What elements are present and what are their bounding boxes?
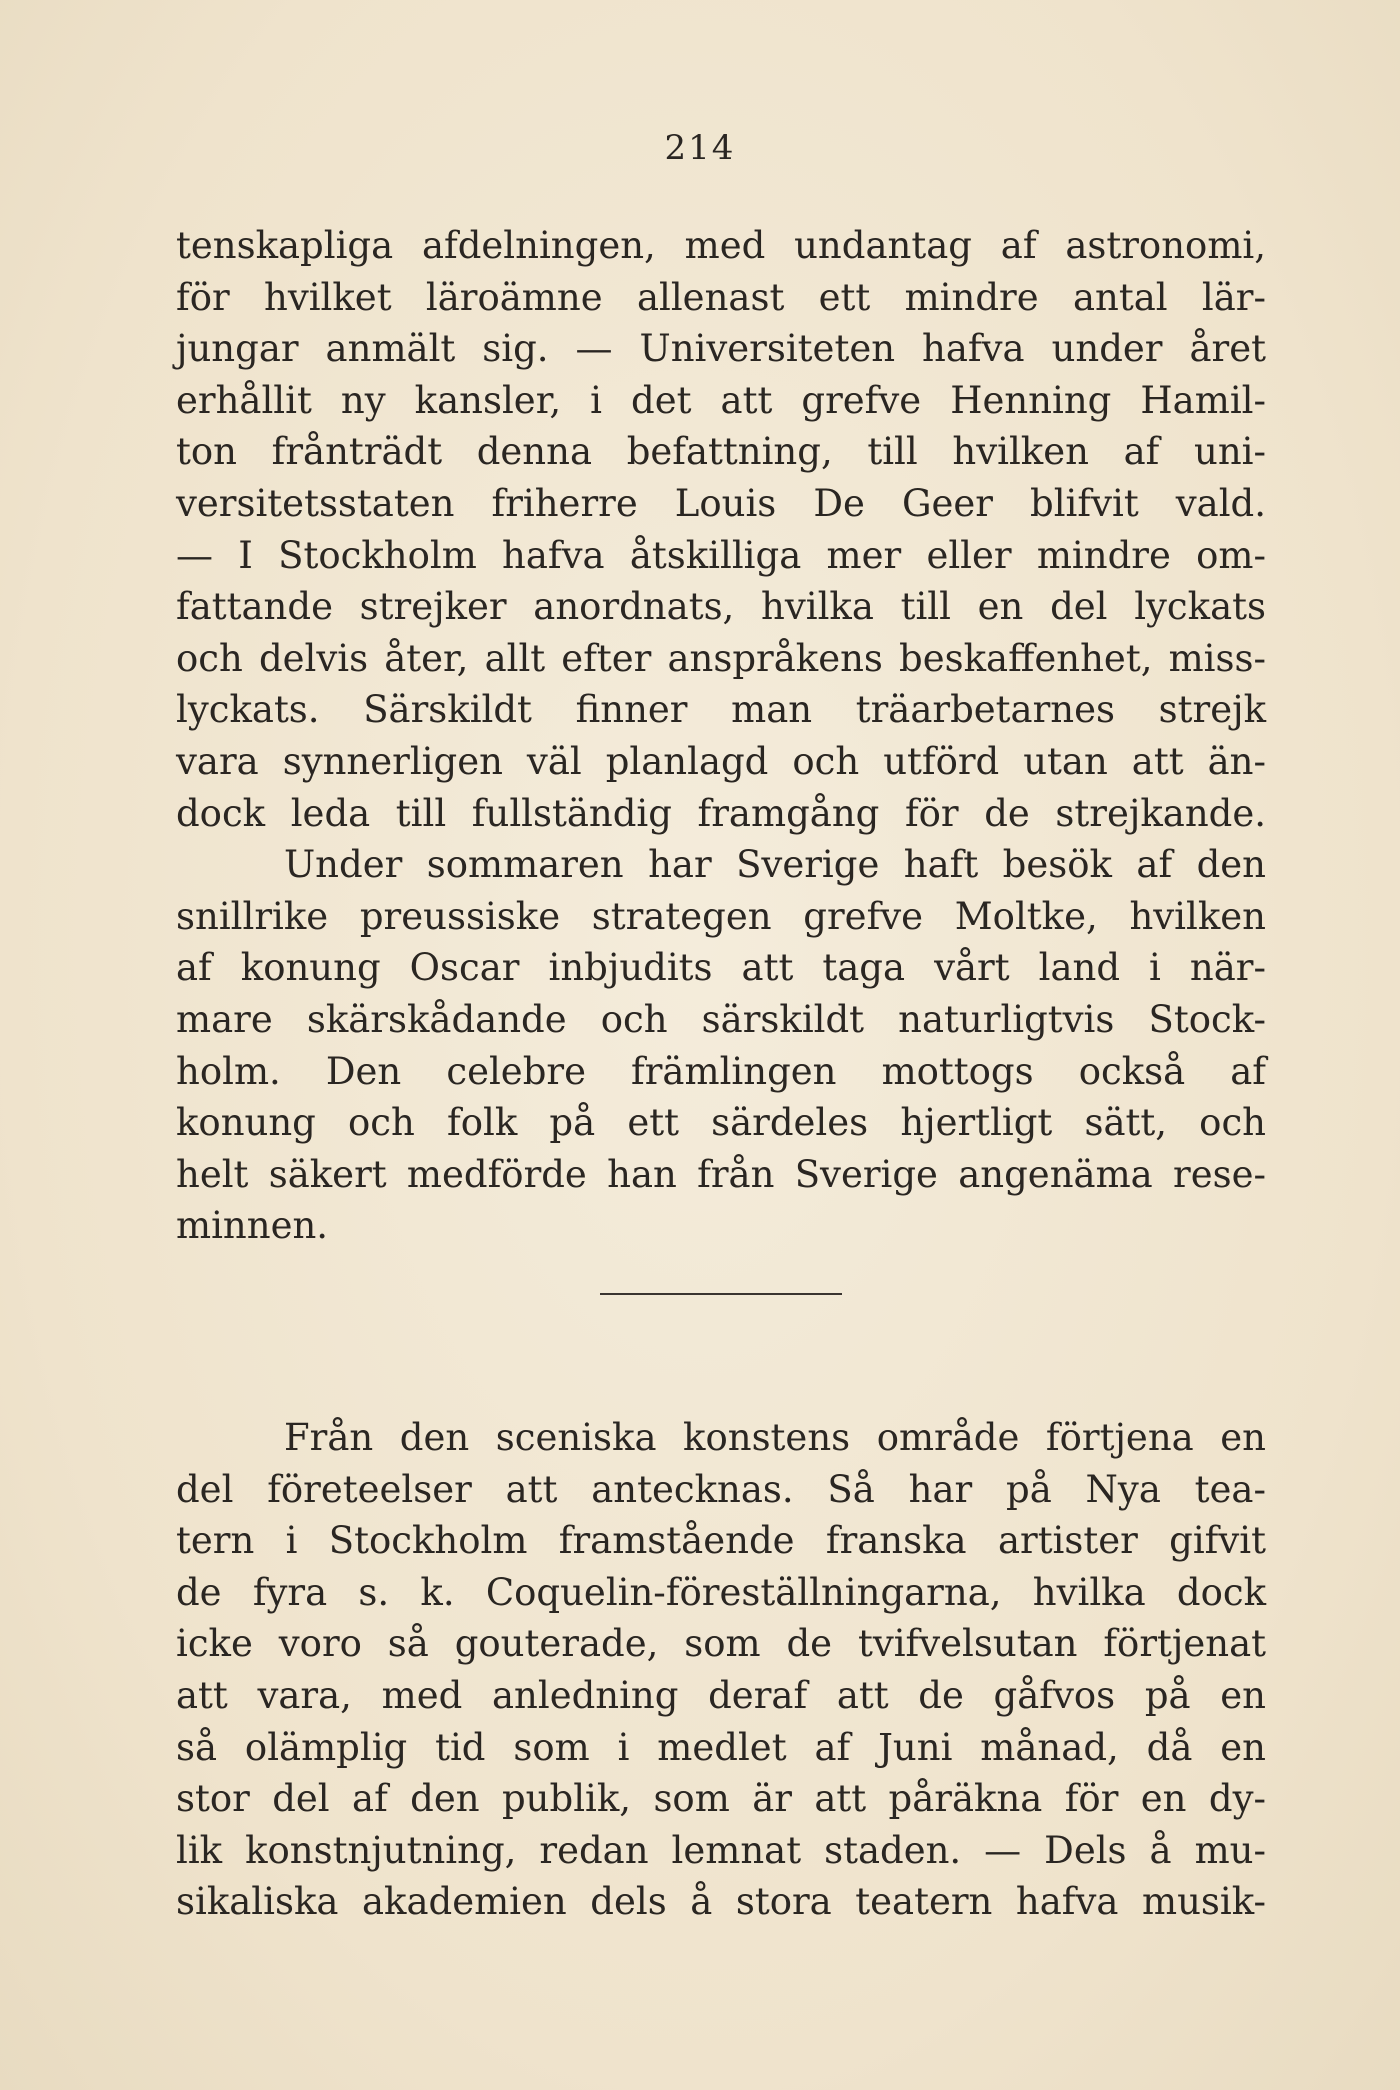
text-line: mare skärskådande och särskildt naturligtvis Stock- xyxy=(176,997,1266,1041)
paragraph-block-1 xyxy=(176,220,1266,1252)
text-line: Under sommaren har Sverige haft besök af den xyxy=(284,843,1266,887)
text-line: jungar anmält sig. — Universiteten hafva under året xyxy=(176,327,1266,371)
text-line: del företeelser att antecknas. Så har på Nya tea- xyxy=(176,1467,1266,1511)
text-line: de fyra s. k. Coquelin-föreställningarna, hvilka dock xyxy=(176,1570,1266,1614)
text-line: dock leda till fullständig framgång för de strejkande. xyxy=(176,791,1266,835)
text-line: lik konstnjutning, redan lemnat staden. — Dels å mu- xyxy=(176,1828,1266,1872)
text-line: — I Stockholm hafva åtskilliga mer eller mindre om- xyxy=(176,533,1266,577)
text-line: för hvilket läroämne allenast ett mindre antal lär- xyxy=(176,275,1266,319)
text-line: sikaliska akademien dels å stora teatern hafva musik- xyxy=(176,1880,1266,1924)
section-divider xyxy=(600,1293,842,1295)
text-line: helt säkert medförde han från Sverige angenäma rese- xyxy=(176,1152,1266,1196)
text-line: fattande strejker anordnats, hvilka till en del lyckats xyxy=(176,585,1266,629)
text-line: versitetsstaten friherre Louis De Geer blifvit vald. xyxy=(176,481,1266,525)
text-line: Från den sceniska konstens område förtjena en xyxy=(284,1416,1266,1459)
text-line: tenskapliga afdelningen, med undantag af astronomi, xyxy=(176,224,1266,267)
text-line: konung och folk på ett särdeles hjertligt sätt, och xyxy=(176,1101,1266,1145)
text-line: och delvis åter, allt efter anspråkens beskaffenhet, miss- xyxy=(176,636,1266,680)
text-line: att vara, med anledning deraf att de gåfvos på en xyxy=(176,1673,1266,1717)
text-line: vara synnerligen väl planlagd och utförd utan att än- xyxy=(176,739,1266,783)
text-line: icke voro så gouterade, som de tvifvelsutan förtjenat xyxy=(176,1622,1266,1666)
text-line: lyckats. Särskildt finner man träarbetarnes strejk xyxy=(176,688,1266,732)
paragraph-block-2 xyxy=(176,1412,1266,1928)
text-line: minnen. xyxy=(176,1204,329,1248)
text-line: snillrike preussiske strategen grefve Moltke, hvilken xyxy=(176,894,1266,938)
text-line: så olämplig tid som i medlet af Juni månad, då en xyxy=(176,1725,1266,1769)
text-line: af konung Oscar inbjudits att taga vårt land i när- xyxy=(176,946,1266,990)
text-line: ton frånträdt denna befattning, till hvilken af uni- xyxy=(176,430,1266,474)
page-number: 214 xyxy=(664,128,736,168)
text-line: stor del af den publik, som är att påräkna för en dy- xyxy=(176,1777,1266,1821)
text-line: holm. Den celebre främlingen mottogs också af xyxy=(176,1049,1266,1093)
text-line: erhållit ny kansler, i det att grefve Henning Hamil- xyxy=(176,378,1266,422)
text-line: tern i Stockholm framstående franska artister gifvit xyxy=(176,1519,1266,1563)
